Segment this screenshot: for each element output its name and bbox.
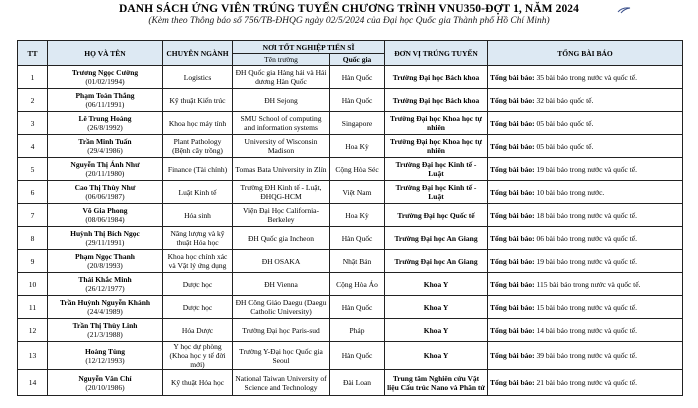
row-tt: 11 [18, 296, 48, 319]
total-prefix: Tổng bài báo: [490, 256, 535, 266]
row-name-cell [48, 273, 163, 296]
candidate-dob: (06/11/1991) [85, 100, 125, 109]
row-school: Viện Đại Học California- Berkeley [233, 204, 330, 227]
candidate-dob: (08/06/1984) [85, 215, 125, 224]
candidate-dob: (01/02/1994) [85, 77, 125, 86]
row-name-cell [48, 342, 163, 370]
row-major: Finance (Tài chính) [163, 158, 233, 181]
row-tt: 8 [18, 227, 48, 250]
row-tt: 7 [18, 204, 48, 227]
row-name-cell [48, 66, 163, 89]
col-header-name: HỌ VÀ TÊN [48, 41, 163, 66]
col-header-country: Quốc gia [330, 54, 385, 66]
total-prefix: Tổng bài báo: [490, 164, 535, 174]
row-total-cell [488, 227, 683, 250]
candidate-dob: (20/11/1980) [85, 169, 125, 178]
candidate-name: Trần Thị Thùy Linh [72, 321, 138, 330]
table-row [18, 66, 683, 89]
row-total-cell [488, 66, 683, 89]
total-value: 14 bài báo trong nước và quốc tế. [534, 325, 638, 335]
row-name-cell [48, 112, 163, 135]
total-value: 06 bài báo trong nước và quốc tế. [534, 233, 638, 243]
candidate-name: Trương Ngọc Cường [71, 68, 139, 77]
total-prefix: Tổng bài báo: [490, 210, 535, 220]
signature-flourish-icon [617, 6, 631, 14]
total-prefix: Tổng bài báo: [490, 72, 535, 82]
row-school: Tomas Bata University in Zlín [233, 158, 330, 181]
candidate-dob: (20/10/1986) [85, 382, 125, 392]
total-value: 115 bài báo trong nước và quốc tế. [534, 279, 641, 289]
row-tt: 3 [18, 112, 48, 135]
row-total-cell [488, 342, 683, 370]
row-name-cell [48, 181, 163, 204]
document-title: DANH SÁCH ỨNG VIÊN TRÚNG TUYỂN CHƯƠNG TRÌNH VNU350-ĐỢT 1, NĂM 2024 [118, 3, 580, 15]
table-row [18, 135, 683, 158]
table-row [18, 319, 683, 342]
row-unit: Trường Đại học Kinh tế - Luật [385, 158, 488, 181]
row-name-cell [48, 227, 163, 250]
row-country: Cộng Hòa Séc [330, 158, 385, 181]
row-country: Pháp [330, 319, 385, 342]
candidate-dob: (12/12/1993) [85, 355, 125, 365]
col-header-unit: ĐƠN VỊ TRÚNG TUYỂN [385, 41, 488, 66]
row-total-cell [488, 135, 683, 158]
row-name-cell [48, 250, 163, 273]
total-prefix: Tổng bài báo: [490, 325, 535, 335]
table-row [18, 158, 683, 181]
total-value: 32 bài báo quốc tế. [534, 95, 594, 105]
candidate-name: Trần Huỳnh Nguyễn Khánh [59, 298, 151, 307]
row-unit: Trường Đại học Bách khoa [385, 66, 488, 89]
row-name-cell [48, 135, 163, 158]
row-major: Logistics [163, 66, 233, 89]
row-school: ĐH Sejong [233, 89, 330, 112]
col-header-total: TỔNG BÀI BÁO [488, 41, 683, 66]
row-name-cell [48, 204, 163, 227]
row-total-cell [488, 319, 683, 342]
candidate-dob: (06/06/1987) [85, 192, 125, 201]
row-country: Hoa Kỳ [330, 204, 385, 227]
row-total-cell [488, 112, 683, 135]
row-unit: Trường Đại học Bách khoa [385, 89, 488, 112]
row-major: Hóa Dược [163, 319, 233, 342]
total-value: 18 bài báo trong nước và quốc tế. [534, 210, 638, 220]
row-country: Hàn Quốc [330, 342, 385, 370]
candidate-name: Thái Khắc Minh [78, 275, 132, 284]
candidate-name: Nguyễn Thị Ánh Như [70, 160, 140, 169]
table-row [18, 342, 683, 370]
candidate-dob: (20/8/1993) [87, 261, 123, 270]
row-unit: Khoa Y [385, 342, 488, 370]
row-name-cell [48, 158, 163, 181]
total-value: 10 bài báo trong nước. [534, 187, 605, 197]
candidate-dob: (29/11/1991) [85, 238, 125, 247]
document-subtitle: (Kèm theo Thông báo số 756/TB-ĐHQG ngày 02/5/2024 của Đại học Quốc gia Thành phố Hồ Chí Minh) [148, 16, 550, 26]
table-row [18, 370, 683, 396]
row-country: Nhật Bản [330, 250, 385, 273]
candidate-name: Phạm Ngọc Thanh [75, 252, 135, 261]
col-header-school: Tên trường [233, 54, 330, 66]
row-country: Đài Loan [330, 370, 385, 396]
row-total-cell [488, 158, 683, 181]
candidate-name: Lê Trung Hoàng [78, 114, 132, 123]
total-prefix: Tổng bài báo: [490, 233, 535, 243]
row-unit: Khoa Y [385, 319, 488, 342]
row-major: Dược học [163, 296, 233, 319]
row-country: Hàn Quốc [330, 227, 385, 250]
total-value: 05 bài báo quốc tế. [534, 141, 594, 151]
candidate-name: Hoàng Tùng [84, 346, 126, 356]
candidate-dob: (24/4/1989) [87, 307, 123, 316]
total-value: 39 bài báo trong nước và quốc tế. [534, 351, 638, 360]
row-tt: 9 [18, 250, 48, 273]
total-prefix: Tổng bài báo: [490, 302, 535, 312]
row-major: Y học dự phòng (Khoa học y tế đời mới) [163, 342, 233, 370]
row-total-cell [488, 250, 683, 273]
total-prefix: Tổng bài báo: [490, 95, 535, 105]
row-school: ĐH Quốc gia Incheon [233, 227, 330, 250]
row-unit: Trường Đại học Khoa học tự nhiên [385, 112, 488, 135]
row-school: ĐH OSAKA [233, 250, 330, 273]
total-prefix: Tổng bài báo: [490, 279, 535, 289]
row-unit: Trường Đại học An Giang [385, 250, 488, 273]
row-unit: Trường Đại học Khoa học tự nhiên [385, 135, 488, 158]
row-total-cell [488, 296, 683, 319]
candidate-name: Nguyễn Văn Chí [78, 373, 132, 383]
row-tt: 6 [18, 181, 48, 204]
total-value: 05 bài báo quốc tế. [534, 118, 594, 128]
total-value: 21 bài báo trong nước và quốc tế. [534, 378, 638, 387]
total-prefix: Tổng bài báo: [490, 141, 535, 151]
row-unit: Trường Đại học An Giang [385, 227, 488, 250]
candidate-name: Cao Thị Thùy Như [74, 183, 136, 192]
table-row [18, 181, 683, 204]
row-unit: Trung tâm Nghiên cứu Vật liệu Cấu trúc Nano và Phân tử [385, 370, 488, 396]
total-value: 15 bài báo trong nước và quốc tế. [534, 302, 638, 312]
row-name-cell [48, 370, 163, 396]
row-unit: Khoa Y [385, 273, 488, 296]
row-country: Hoa Kỳ [330, 135, 385, 158]
row-school: Trường ĐH Kinh tế - Luật, ĐHQG-HCM [233, 181, 330, 204]
row-unit: Trường Đại học Kinh tế - Luật [385, 181, 488, 204]
row-major: Khoa học chính xác và Vật lý ứng dụng [163, 250, 233, 273]
row-country: Hàn Quốc [330, 66, 385, 89]
total-prefix: Tổng bài báo: [490, 351, 535, 360]
row-unit: Trường Đại học Quốc tế [385, 204, 488, 227]
table-row [18, 227, 683, 250]
candidate-name: Huỳnh Thị Bích Ngọc [70, 229, 140, 238]
row-name-cell [48, 319, 163, 342]
row-total-cell [488, 370, 683, 396]
row-major: Luật Kinh tế [163, 181, 233, 204]
candidate-dob: (21/3/1988) [87, 330, 123, 339]
row-major: Khoa học máy tính [163, 112, 233, 135]
total-value: 19 bài báo trong nước và quốc tế. [534, 164, 638, 174]
table-row [18, 204, 683, 227]
row-country: Cộng Hòa Áo [330, 273, 385, 296]
table-row [18, 296, 683, 319]
candidate-dob: (29/4/1986) [87, 146, 123, 155]
row-school: ĐH Quốc gia Hàng hải và Hải dương Hàn Quốc [233, 66, 330, 89]
row-country: Hàn Quốc [330, 296, 385, 319]
row-school: ĐH Vienna [233, 273, 330, 296]
row-tt: 13 [18, 342, 48, 370]
table-row [18, 112, 683, 135]
row-school: University of Wisconsin Madison [233, 135, 330, 158]
row-tt: 1 [18, 66, 48, 89]
row-school: Trường Y-Đại học Quốc gia Seoul [233, 342, 330, 370]
row-tt: 4 [18, 135, 48, 158]
row-major: Hóa sinh [163, 204, 233, 227]
col-header-major: CHUYÊN NGÀNH [163, 41, 233, 66]
row-tt: 5 [18, 158, 48, 181]
candidate-name: Võ Gia Phong [82, 206, 128, 215]
row-name-cell [48, 296, 163, 319]
candidate-dob: (26/12/1977) [85, 284, 125, 293]
candidate-dob: (26/8/1992) [87, 123, 123, 132]
row-unit: Khoa Y [385, 296, 488, 319]
row-total-cell [488, 89, 683, 112]
row-country: Việt Nam [330, 181, 385, 204]
total-prefix: Tổng bài báo: [490, 187, 535, 197]
row-country: Singapore [330, 112, 385, 135]
total-prefix: Tổng bài báo: [490, 118, 535, 128]
row-major: Plant Pathology (Bệnh cây trồng) [163, 135, 233, 158]
table-row [18, 89, 683, 112]
row-major: Năng lượng và kỹ thuật Hóa học [163, 227, 233, 250]
row-school: Trường Đại học Paris-sud [233, 319, 330, 342]
table-row [18, 273, 683, 296]
col-header-tt: TT [18, 41, 48, 66]
row-tt: 14 [18, 370, 48, 396]
row-school: National Taiwan University of Science and Technology [233, 370, 330, 396]
col-header-grad-group: NƠI TỐT NGHIỆP TIẾN SĨ [233, 41, 385, 54]
candidates-table [17, 40, 683, 396]
row-tt: 12 [18, 319, 48, 342]
total-value: 35 bài báo trong nước và quốc tế. [534, 72, 638, 82]
row-country: Hàn Quốc [330, 89, 385, 112]
total-value: 19 bài báo trong nước và quốc tế. [534, 256, 638, 266]
row-major: Dược học [163, 273, 233, 296]
total-prefix: Tổng bài báo: [490, 378, 535, 387]
candidate-name: Trần Minh Tuấn [78, 137, 132, 146]
row-school: ĐH Công Giáo Daegu (Daegu Catholic University) [233, 296, 330, 319]
row-tt: 10 [18, 273, 48, 296]
candidate-name: Phạm Toàn Thắng [75, 91, 135, 100]
table-row [18, 250, 683, 273]
row-total-cell [488, 181, 683, 204]
row-major: Kỹ thuật Kiến trúc [163, 89, 233, 112]
row-total-cell [488, 273, 683, 296]
row-total-cell [488, 204, 683, 227]
row-name-cell [48, 89, 163, 112]
row-tt: 2 [18, 89, 48, 112]
row-major: Kỹ thuật Hóa học [163, 370, 233, 396]
row-school: SMU School of computing and information systems [233, 112, 330, 135]
